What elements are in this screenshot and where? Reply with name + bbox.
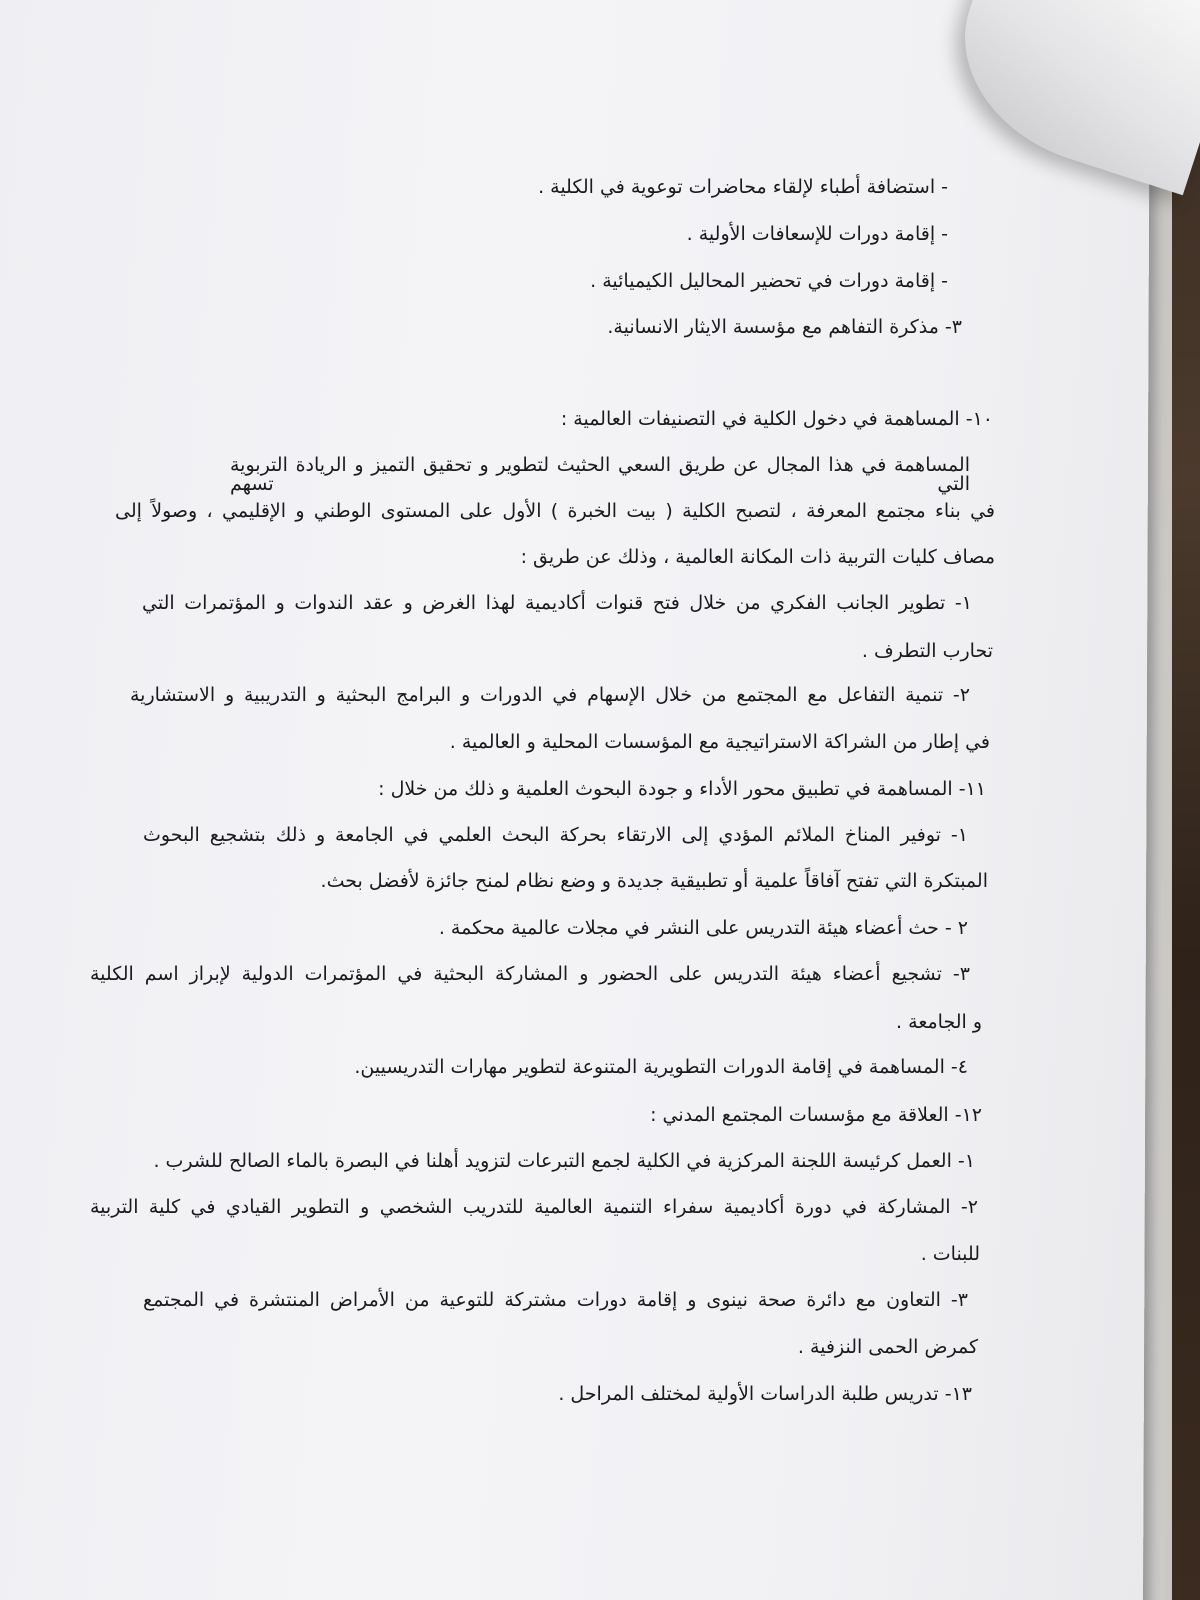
- text-line: المبتكرة التي تفتح آفاقاً علمية أو تطبيقية جديدة و وضع نظام لمنح جائزة لأفضل بحث.: [320, 870, 988, 892]
- text-line: المساهمة في هذا المجال عن طريق السعي الحثيث لتطوير و تحقيق التميز و الريادة التربوية التي تسهم: [230, 454, 970, 495]
- text-line: مصاف كليات التربية ذات المكانة العالمية ، وذلك عن طريق :: [520, 546, 995, 568]
- section-heading: ١١- المساهمة في تطبيق محور الأداء و جودة البحوث العلمية و ذلك من خلال :: [378, 778, 986, 800]
- section-heading: ١٣- تدريس طلبة الدراسات الأولية لمختلف المراحل .: [558, 1383, 972, 1405]
- text-line: كمرض الحمى النزفية .: [797, 1336, 978, 1358]
- text-line: - إقامة دورات في تحضير المحاليل الكيميائية .: [590, 270, 948, 292]
- text-line: ٤- المساهمة في إقامة الدورات التطويرية المتنوعة لتطوير مهارات التدريسيين.: [354, 1056, 968, 1078]
- text-line: ١- تطوير الجانب الفكري من خلال فتح قنوات أكاديمية لهذا الغرض و عقد الندوات و المؤتمرات التي: [142, 592, 972, 614]
- text-line: للبنات .: [920, 1243, 980, 1265]
- text-line: - استضافة أطباء لإلقاء محاضرات توعوية في الكلية .: [538, 176, 948, 198]
- text-line: ٣- تشجيع أعضاء هيئة التدريس على الحضور و المشاركة البحثية في المؤتمرات الدولية لإبراز اسم الكلية: [90, 963, 970, 985]
- text-line: ٣- مذكرة التفاهم مع مؤسسة الايثار الانسانية.: [607, 316, 962, 338]
- text-line: ٢ - حث أعضاء هيئة التدريس على النشر في مجلات عالمية محكمة .: [438, 917, 968, 939]
- text-line: في إطار من الشراكة الاستراتيجية مع المؤسسات المحلية و العالمية .: [449, 731, 990, 753]
- text-line: ١- توفير المناخ الملائم المؤدي إلى الارتقاء بحركة البحث العلمي في الجامعة و ذلك بتشجيع البحوث: [143, 824, 968, 846]
- section-heading: ١٢- العلاقة مع مؤسسات المجتمع المدني :: [650, 1104, 982, 1126]
- text-line: ٣- التعاون مع دائرة صحة نينوى و إقامة دورات مشتركة للتوعية من الأمراض المنتشرة في المجتمع: [143, 1289, 968, 1311]
- text-line: ١- العمل كرئيسة اللجنة المركزية في الكلية لجمع التبرعات لتزويد أهلنا في البصرة بالماء الصالح للشرب .: [153, 1150, 975, 1172]
- section-heading: ١٠- المساهمة في دخول الكلية في التصنيفات العالمية :: [560, 408, 993, 430]
- text-line: تحارب التطرف .: [861, 640, 993, 662]
- text-line: و الجامعة .: [896, 1011, 982, 1033]
- text-line: - إقامة دورات للإسعافات الأولية .: [686, 223, 948, 245]
- text-line: في بناء مجتمع المعرفة ، لتصبح الكلية ( بيت الخبرة ) الأول على المستوى الوطني و الإقليمي ، وصولاً إلى: [115, 500, 995, 522]
- text-line: ٢- المشاركة في دورة أكاديمية سفراء التنمية العالمية للتدريب الشخصي و التطوير القيادي في كلية التربية: [90, 1196, 978, 1218]
- text-line: ٢- تنمية التفاعل مع المجتمع من خلال الإسهام في الدورات و البرامج البحثية و التدريبية و الاستشارية: [130, 684, 970, 706]
